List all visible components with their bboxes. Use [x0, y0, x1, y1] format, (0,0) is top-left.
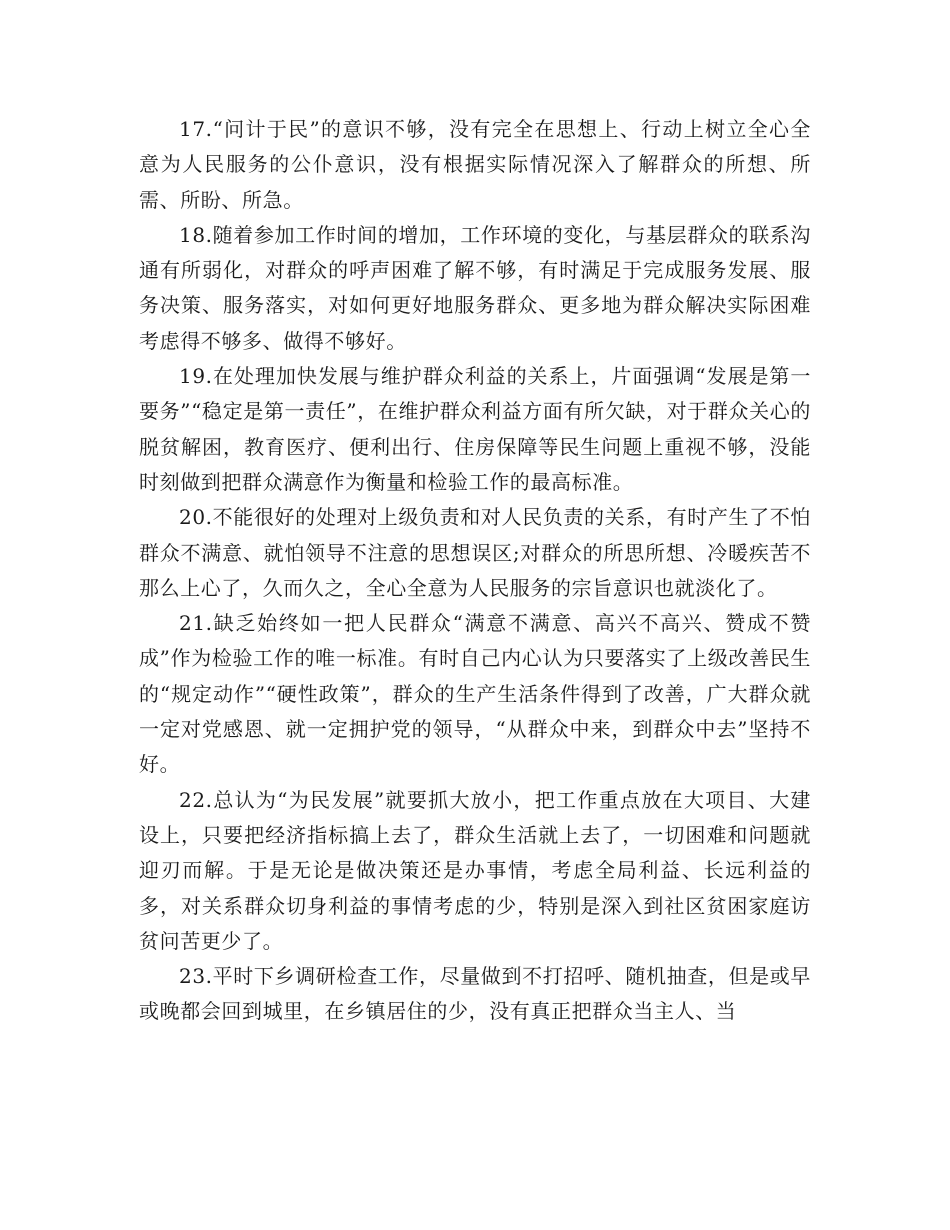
paragraph-23: 23.平时下乡调研检查工作，尽量做到不打招呼、随机抽查，但是或早或晚都会回到城里，在乡镇居住的少，没有真正把群众当主人、当: [139, 964, 811, 1024]
paragraph-17: 17.“问计于民”的意识不够，没有完全在思想上、行动上树立全心全意为人民服务的公仆意识，没有根据实际情况深入了解群众的所想、所需、所盼、所急。: [139, 117, 811, 212]
paragraph-19: 19.在处理加快发展与维护群众利益的关系上，片面强调“发展是第一要务”“稳定是第一责任”，在维护群众利益方面有所欠缺，对于群众关心的脱贫解困，教育医疗、便利出行、住房保障等民生问题上重视不够，没能时刻做到把群众满意作为衡量和检验工作的最高标准。: [139, 364, 811, 494]
paragraph-22: 22.总认为“为民发展”就要抓大放小，把工作重点放在大项目、大建设上，只要把经济指标搞上去了，群众生活就上去了，一切困难和问题就迎刃而解。于是无论是做决策还是办事情，考虑全局利益、长远利益的多，对关系群众切身利益的事情考虑的少，特别是深入到社区贫困家庭访贫问苦更少了。: [139, 787, 811, 953]
paragraph-18: 18.随着参加工作时间的增加，工作环境的变化，与基层群众的联系沟通有所弱化，对群众的呼声困难了解不够，有时满足于完成服务发展、服务决策、服务落实，对如何更好地服务群众、更多地为群众解决实际困难考虑得不够多、做得不够好。: [139, 222, 811, 353]
document-body: [139, 112, 811, 1030]
paragraph-21: 21.缺乏始终如一把人民群众“满意不满意、高兴不高兴、赞成不赞成”作为检验工作的唯一标准。有时自己内心认为只要落实了上级改善民生的“规定动作”“硬性政策”，群众的生产生活条件得到了改善，广大群众就一定对党感恩、就一定拥护党的领导，“从群众中来，到群众中去”坚持不好。: [139, 611, 811, 777]
paragraph-20: 20.不能很好的处理对上级负责和对人民负责的关系，有时产生了不怕群众不满意、就怕领导不注意的思想误区;对群众的所思所想、冷暖疾苦不那么上心了，久而久之，全心全意为人民服务的宗旨意识也就淡化了。: [139, 505, 811, 600]
